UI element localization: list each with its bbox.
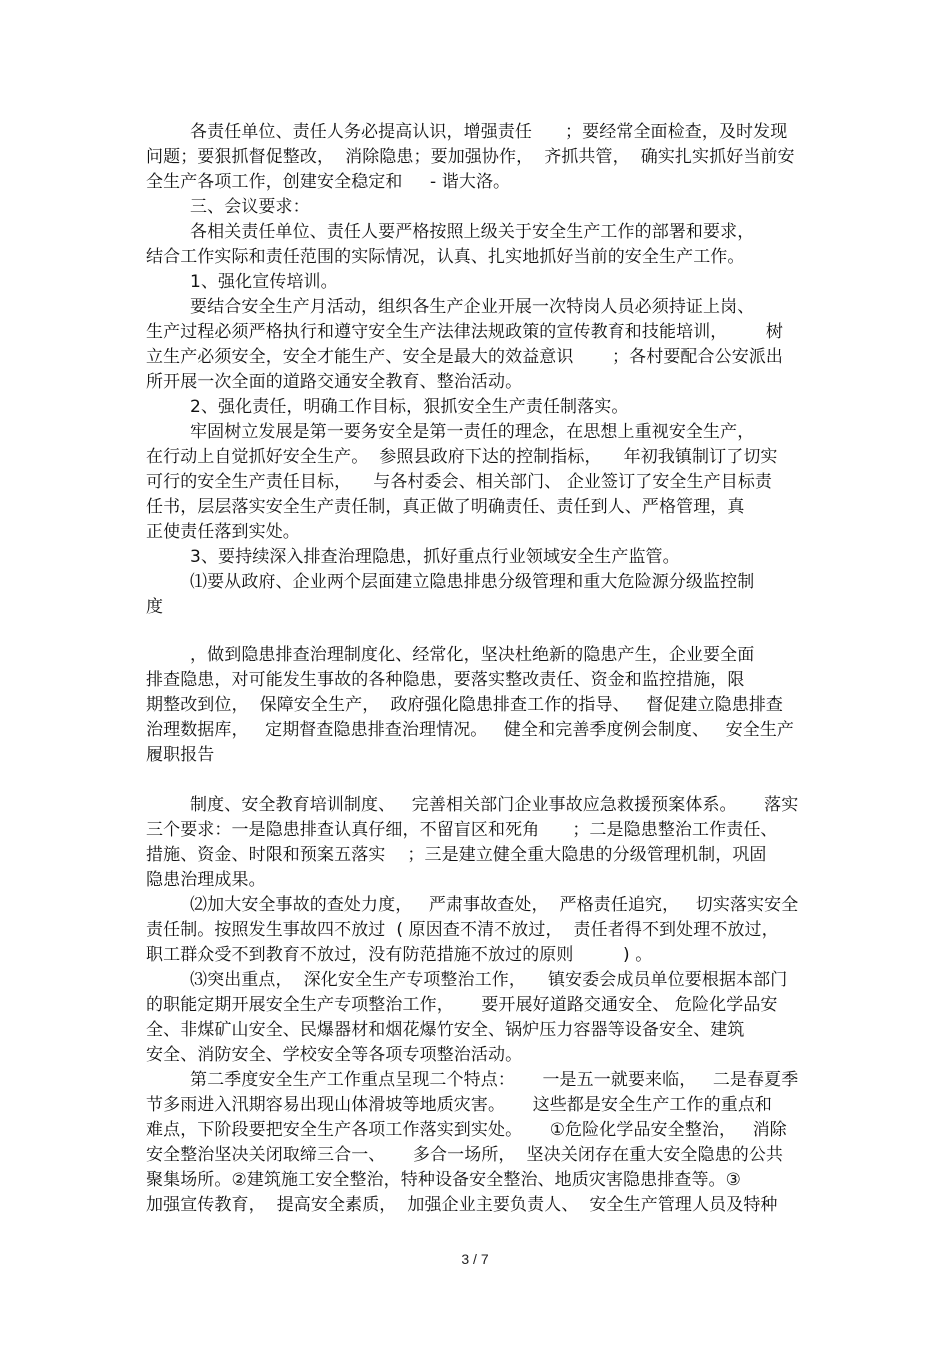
text-line: 排查隐患，对可能发生事故的各种隐患，要落实整改责任、资金和监控措施，限 [146, 670, 745, 690]
text-line: 节多雨进入汛期容易出现山体滑坡等地质灾害。 这些都是安全生产工作的重点和 [146, 1095, 773, 1115]
text-line: 第二季度安全生产工作重点呈现二个特点： 一是五一就要来临， 二是春夏季 [146, 1070, 799, 1090]
text-line: 责任制。按照发生事故四不放过 ( 原因查不清不放过， 责任者得不到处理不放过， [146, 920, 779, 940]
text-line: 安全、消防安全、学校安全等各项专项整治活动。 [146, 1045, 523, 1065]
text-line: 职工群众受不到教育不放过，没有防范措施不放过的原则 ) 。 [146, 945, 653, 965]
text-line: 可行的安全生产责任目标， 与各村委会、相关部门、 企业签订了安全生产目标责 [146, 472, 773, 492]
text-line: 各相关责任单位、责任人要严格按照上级关于安全生产工作的部署和要求， [146, 222, 755, 242]
text-line: 治理数据库， 定期督查隐患排查治理情况。 健全和完善季度例会制度、 安全生产 [146, 720, 795, 740]
text-line: 隐患治理成果。 [146, 870, 266, 890]
page-number: 3 / 7 [461, 1251, 489, 1267]
text-line: 的职能定期开展安全生产专项整治工作， 要开展好道路交通安全、 危险化学品安 [146, 995, 778, 1015]
text-line: ⑴要从政府、企业两个层面建立隐患排患分级管理和重大危险源分级监控制 [146, 572, 755, 592]
text-line: 问题；要狠抓督促整改， 消除隐患；要加强协作， 齐抓共管， 确实扎实抓好当前安 [146, 147, 795, 167]
text-line: 生产过程必须严格执行和遵守安全生产法律法规政策的宣传教育和技能培训， 树 [146, 322, 784, 342]
text-line: 结合工作实际和责任范围的实际情况，认真、扎实地抓好当前的安全生产工作。 [146, 247, 745, 267]
text-line: 三个要求：一是隐患排查认真仔细，不留盲区和死角 ；二是隐患整治工作责任、 [146, 820, 778, 840]
text-line: ⑶突出重点， 深化安全生产专项整治工作， 镇安委会成员单位要根据本部门 [146, 970, 788, 990]
text-line: 期整改到位， 保障安全生产， 政府强化隐患排查工作的指导、 督促建立隐患排查 [146, 695, 784, 715]
text-line: 加强宣传教育， 提高安全素质， 加强企业主要负责人、 安全生产管理人员及特种 [146, 1195, 778, 1215]
text-line: ，做到隐患排查治理制度化、经常化，坚决杜绝新的隐患产生，企业要全面 [146, 645, 755, 665]
text-line: 1、强化宣传培训。 [146, 272, 338, 292]
text-line: 3、要持续深入排查治理隐患，抓好重点行业领域安全生产监管。 [146, 547, 680, 567]
text-line: 2、强化责任，明确工作目标，狠抓安全生产责任制落实。 [146, 397, 629, 417]
text-line: ⑵加大安全事故的查处力度， 严肃事故查处， 严格责任追究， 切实落实安全 [146, 895, 799, 915]
text-line: 全、非煤矿山安全、民爆器材和烟花爆竹安全、锅炉压力容器等设备安全、建筑 [146, 1020, 745, 1040]
text-line: 全生产各项工作，创建安全稳定和 - 谐大洛。 [146, 172, 511, 192]
text-line: 牢固树立发展是第一要务安全是第一责任的理念，在思想上重视安全生产， [146, 422, 755, 442]
text-line: 度 [146, 597, 164, 617]
text-line: 在行动上自觉抓好安全生产。 参照县政府下达的控制指标， 年初我镇制订了切实 [146, 447, 778, 467]
text-line: 三、会议要求： [146, 197, 310, 217]
text-line: 难点，下阶段要把安全生产各项工作落实到实处。 ①危险化学品安全整治， 消除 [146, 1120, 787, 1140]
text-line: 任书，层层落实安全生产责任制，真正做了明确责任、责任到人、严格管理，真 [146, 497, 745, 517]
text-line: 聚集场所。②建筑施工安全整治，特种设备安全整治、地质灾害隐患排查等。③ [146, 1170, 741, 1190]
text-line: 要结合安全生产月活动，组织各生产企业开展一次特岗人员必须持证上岗、 [146, 297, 755, 317]
text-line: 履职报告 [146, 745, 215, 765]
text-line: 所开展一次全面的道路交通安全教育、整治活动。 [146, 372, 523, 392]
text-line: 制度、安全教育培训制度、 完善相关部门企业事故应急救援预案体系。 落实 [146, 795, 799, 815]
text-line: 措施、资金、时限和预案五落实 ；三是建立健全重大隐患的分级管理机制，巩固 [146, 845, 767, 865]
text-line: 正使责任落到实处。 [146, 522, 300, 542]
text-line: 各责任单位、责任人务必提高认识，增强责任 ；要经常全面检查，及时发现 [146, 122, 788, 142]
text-line: 安全整治坚决关闭取缔三合一、 多合一场所， 坚决关闭存在重大安全隐患的公共 [146, 1145, 784, 1165]
text-line: 立生产必须安全，安全才能生产、安全是最大的效益意识 ；各村要配合公安派出 [146, 347, 784, 367]
